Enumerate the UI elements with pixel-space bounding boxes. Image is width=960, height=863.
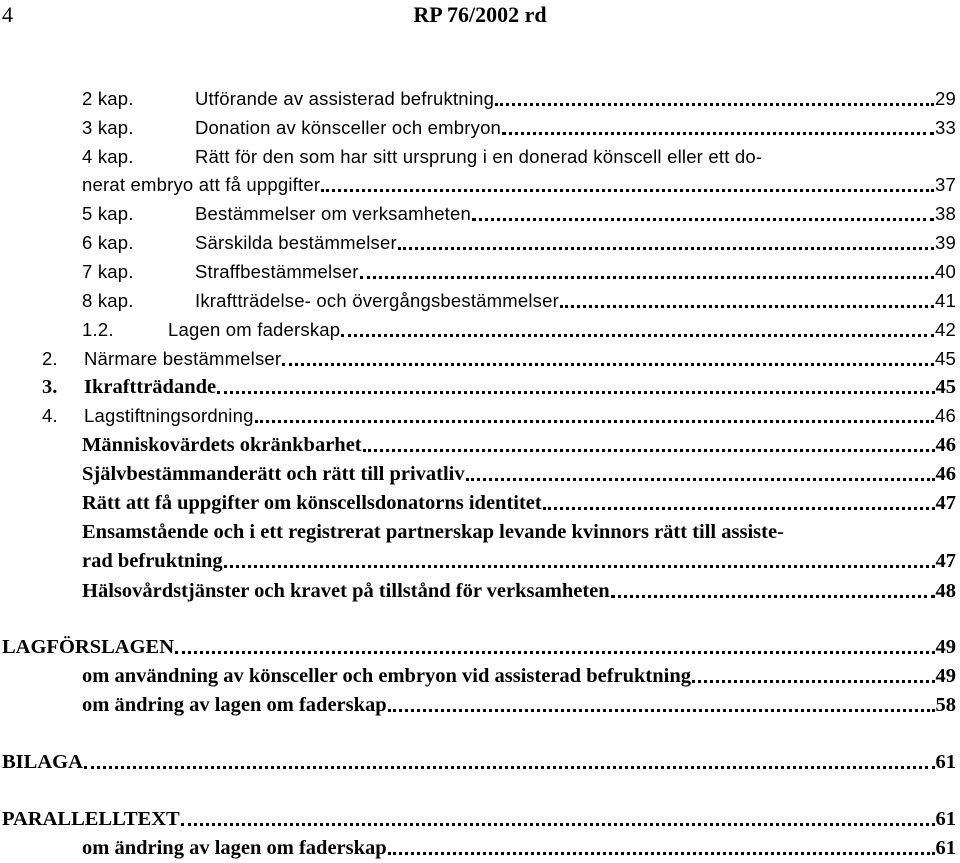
leader-dots — [341, 334, 934, 337]
leader-dots — [224, 565, 935, 568]
leader-dots — [388, 709, 935, 712]
toc-entry-page: 47 — [935, 550, 956, 572]
toc-entry-title: Utförande av assisterad befruktning — [195, 88, 495, 109]
toc-entry-title: LAGFÖRSLAGEN — [2, 636, 174, 658]
toc-entry-page: 46 — [935, 463, 956, 485]
toc-entry-title: Ensamstående och i ett registrerat partnerskap levande kvinnors rätt till assiste- — [82, 521, 784, 543]
toc-entry-page: 42 — [935, 319, 956, 340]
toc-entry-page: 45 — [935, 348, 956, 369]
toc-entry[interactable] — [82, 490, 956, 516]
toc-entry[interactable] — [42, 374, 956, 400]
document-id: RP 76/2002 rd — [413, 2, 547, 27]
toc-entry-continuation[interactable] — [82, 172, 956, 198]
leader-dots — [560, 305, 934, 308]
toc-entry-number: 2. — [42, 348, 58, 369]
toc-entry-number: 5 kap. — [82, 203, 134, 224]
leader-dots — [175, 651, 935, 654]
toc-entry[interactable] — [82, 692, 956, 718]
toc-entry[interactable] — [2, 634, 956, 660]
toc-entry-title: om ändring av lagen om faderskap — [82, 694, 387, 716]
leader-dots — [388, 852, 935, 855]
toc-entry-title: Särskilda bestämmelser — [195, 232, 397, 253]
leader-dots — [84, 766, 935, 769]
toc-entry[interactable] — [82, 317, 956, 343]
leader-dots — [363, 449, 935, 452]
toc-entry-title: Närmare bestämmelser — [84, 348, 282, 369]
toc-entry-page: 58 — [935, 694, 956, 716]
toc-entry[interactable] — [82, 519, 956, 545]
toc-entry-page: 46 — [935, 405, 956, 426]
toc-entry-number: 2 kap. — [82, 88, 134, 109]
toc-entry[interactable] — [82, 259, 956, 285]
toc-entry[interactable] — [82, 288, 956, 314]
toc-entry-page: 61 — [935, 808, 956, 830]
toc-entry[interactable] — [82, 461, 956, 487]
toc-entry-page: 41 — [935, 290, 956, 311]
toc-entry-page: 38 — [935, 203, 956, 224]
toc-entry-page: 48 — [935, 580, 956, 602]
toc-entry[interactable] — [2, 749, 956, 775]
toc-entry-page: 49 — [935, 636, 956, 658]
leader-dots — [360, 276, 934, 279]
toc-entry-page: 29 — [935, 88, 956, 109]
toc-entry-title: BILAGA — [2, 751, 83, 773]
toc-entry[interactable] — [82, 578, 956, 604]
toc-entry-number: 4. — [42, 405, 58, 426]
toc-entry-title: Människovärdets okränkbarhet — [82, 434, 362, 456]
toc-entry[interactable] — [2, 806, 956, 832]
toc-entry-title: Ikraftträdelse- och övergångsbestämmelser — [195, 290, 559, 311]
toc-entry-page: 40 — [935, 261, 956, 282]
toc-entry[interactable] — [82, 144, 956, 170]
toc-entry-title: Straffbestämmelser — [195, 261, 359, 282]
toc-entry-title: nerat embryo att få uppgifter — [82, 174, 321, 195]
toc-entry[interactable] — [42, 346, 956, 372]
leader-dots — [502, 132, 934, 135]
leader-dots — [255, 420, 934, 423]
page-header — [0, 0, 960, 30]
toc-entry-title: Ikraftträdande — [84, 376, 217, 398]
toc-entry-page: 61 — [935, 837, 956, 859]
toc-entry-title: Rätt för den som har sitt ursprung i en donerad könscell eller ett do- — [195, 146, 763, 167]
toc-entry-title: Lagen om faderskap — [168, 319, 341, 340]
leader-dots — [692, 680, 934, 683]
toc-entry-number: 7 kap. — [82, 261, 134, 282]
leader-dots — [181, 823, 935, 826]
toc-entry-page: 37 — [935, 174, 956, 195]
leader-dots — [472, 218, 934, 221]
toc-entry[interactable] — [82, 835, 956, 861]
toc-entry-title: Rätt att få uppgifter om könscellsdonatorns identitet — [82, 492, 542, 514]
page-number: 4 — [2, 2, 13, 27]
toc-entry-title: Donation av könsceller och embryon — [195, 117, 502, 138]
toc-entry-title: rad befruktning — [82, 550, 223, 572]
toc-entry-title: om användning av könsceller och embryon vid assisterad befruktning — [82, 665, 692, 687]
toc-entry-title: Lagstiftningsordning — [84, 405, 254, 426]
leader-dots — [321, 189, 934, 192]
toc-entry-number: 8 kap. — [82, 290, 134, 311]
toc-entry[interactable] — [82, 201, 956, 227]
toc-entry[interactable] — [82, 663, 956, 689]
toc-entry[interactable] — [82, 115, 956, 141]
leader-dots — [398, 247, 934, 250]
leader-dots — [495, 103, 934, 106]
leader-dots — [466, 478, 935, 481]
toc-entry-title: PARALLELLTEXT — [2, 808, 180, 830]
toc-entry-page: 46 — [935, 434, 956, 456]
toc-entry-number: 3. — [42, 376, 58, 398]
leader-dots — [611, 595, 935, 598]
toc-entry-page: 61 — [935, 751, 956, 773]
toc-entry[interactable] — [82, 230, 956, 256]
toc-entry-title: Hälsovårdstjänster och kravet på tillstånd för verksamheten — [82, 580, 610, 602]
toc-entry-number: 6 kap. — [82, 232, 134, 253]
leader-dots — [217, 391, 934, 394]
toc-entry[interactable] — [82, 86, 956, 112]
toc-entry-title: om ändring av lagen om faderskap — [82, 837, 387, 859]
toc-entry-page: 33 — [935, 117, 956, 138]
toc-entry-title: Självbestämmanderätt och rätt till privatliv — [82, 463, 465, 485]
toc-entry-page: 49 — [935, 665, 956, 687]
toc-entry-page: 45 — [935, 376, 956, 398]
leader-dots — [543, 507, 935, 510]
toc-entry[interactable] — [42, 403, 956, 429]
toc-entry-title: Bestämmelser om verksamheten — [195, 203, 471, 224]
leader-dots — [282, 363, 934, 366]
toc-entry-number: 3 kap. — [82, 117, 134, 138]
toc-entry-page: 47 — [935, 492, 956, 514]
toc-entry[interactable] — [82, 432, 956, 458]
toc-entry-number: 1.2. — [82, 319, 114, 340]
toc-entry-number: 4 kap. — [82, 146, 134, 167]
toc-entry-page: 39 — [935, 232, 956, 253]
toc-entry-continuation[interactable] — [82, 548, 956, 574]
